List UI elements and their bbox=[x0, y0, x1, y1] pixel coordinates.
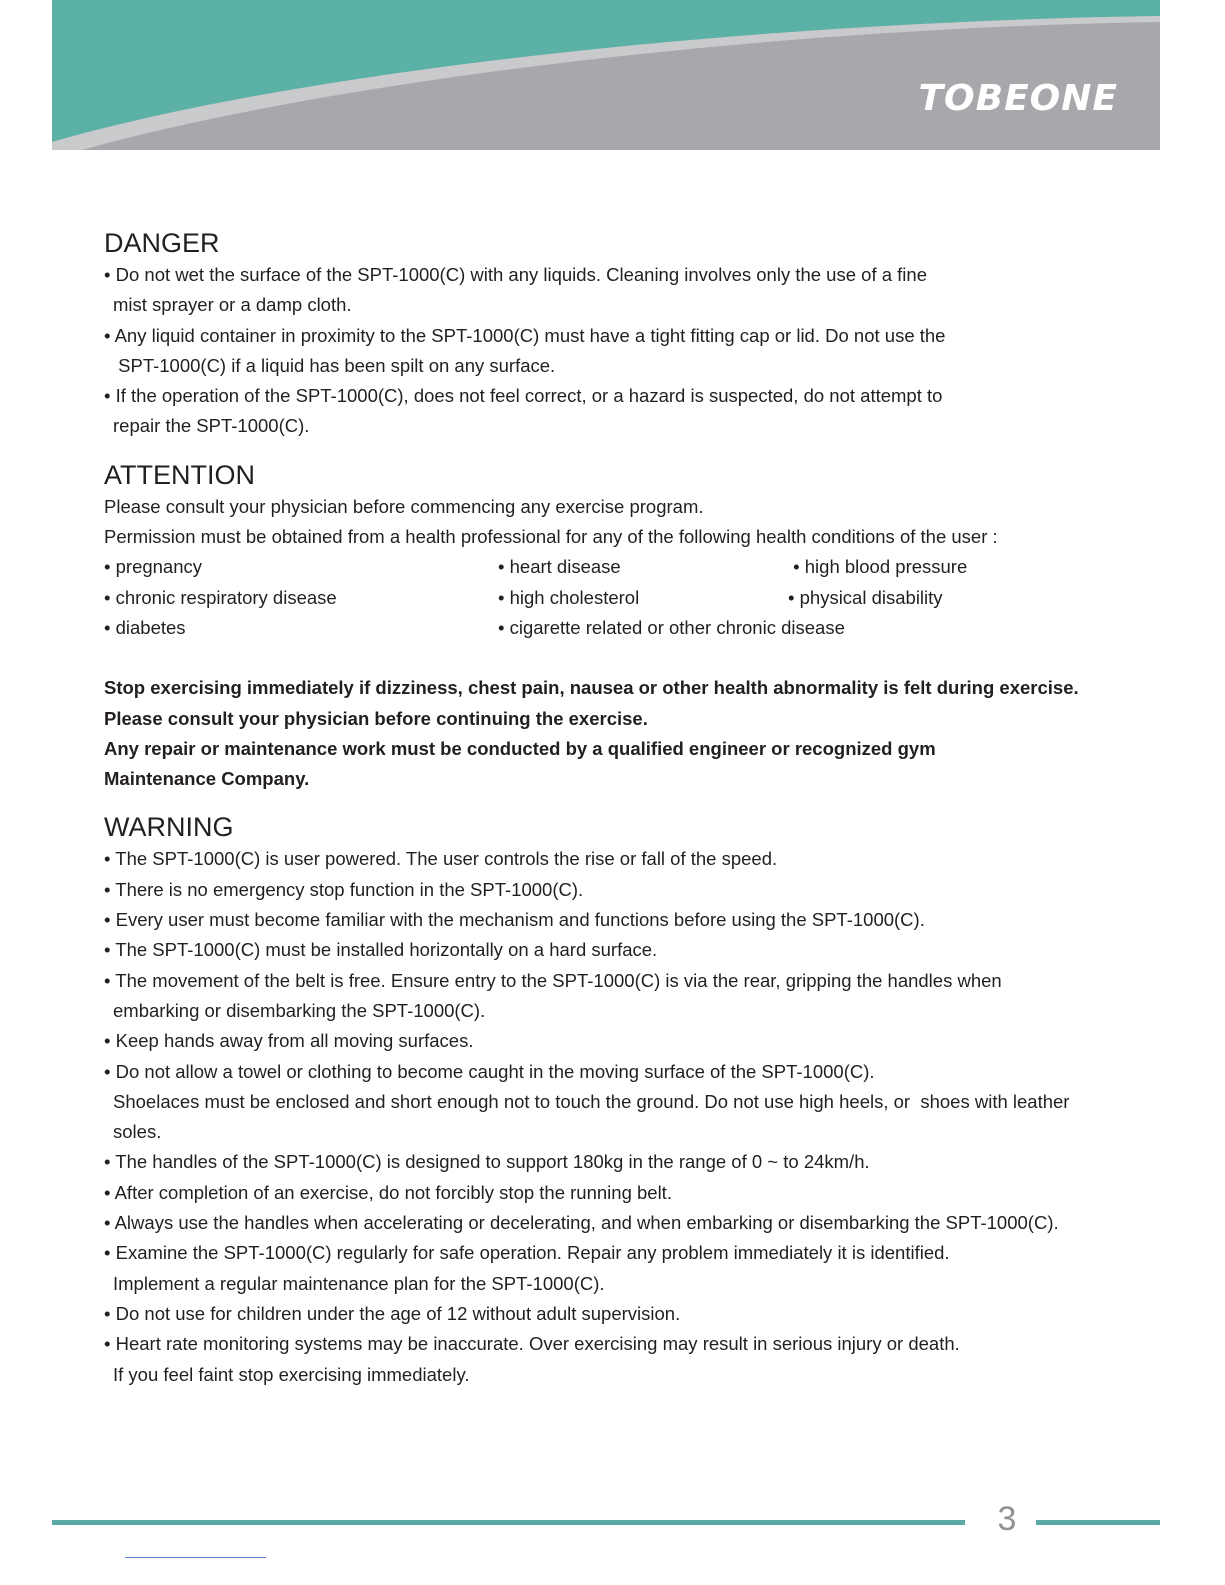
attention-intro-2: Permission must be obtained from a health professional for any of the following health conditions of the user : bbox=[104, 526, 998, 548]
warning-item-7-cont-2: soles. bbox=[113, 1121, 162, 1143]
page-header-banner bbox=[52, 0, 1160, 150]
brand-logo: TOBEONE bbox=[918, 78, 1118, 119]
danger-list bbox=[104, 260, 1104, 442]
condition-item: • heart disease bbox=[498, 556, 621, 578]
warning-item-6: • Keep hands away from all moving surfaces. bbox=[104, 1030, 474, 1052]
danger-item-1-cont: mist sprayer or a damp cloth. bbox=[113, 294, 352, 316]
warning-item-12: • Do not use for children under the age of 12 without adult supervision. bbox=[104, 1302, 681, 1324]
danger-item-1: • Do not wet the surface of the SPT-1000(C) with any liquids. Cleaning involves only the use of a fine bbox=[104, 264, 927, 285]
warning-item-11: • Examine the SPT-1000(C) regularly for safe operation. Repair any problem immediately it is identified. bbox=[104, 1242, 950, 1264]
condition-item: • chronic respiratory disease bbox=[104, 586, 337, 608]
warning-item-10: • Always use the handles when accelerating or decelerating, and when embarking or disembarking the SPT-1000(C). bbox=[104, 1212, 1059, 1234]
danger-section bbox=[104, 226, 1104, 442]
page-footer bbox=[52, 1500, 1160, 1540]
danger-item-3: • If the operation of the SPT-1000(C), does not feel correct, or a hazard is suspected, do not attempt to bbox=[104, 385, 943, 407]
condition-item bbox=[788, 613, 1108, 643]
warning-item-1: • The SPT-1000(C) is user powered. The user controls the rise or fall of the speed. bbox=[104, 848, 778, 870]
warning-list bbox=[104, 844, 1104, 1389]
attention-bold-notice bbox=[104, 673, 1104, 794]
warning-item-7: • Do not allow a towel or clothing to become caught in the moving surface of the SPT-1000(C). bbox=[104, 1060, 875, 1082]
attention-section bbox=[104, 458, 1104, 795]
condition-item: • high blood pressure bbox=[788, 556, 968, 578]
bold-notice-line: Please consult your physician before continuing the exercise. bbox=[104, 707, 648, 729]
danger-item-3-cont: repair the SPT-1000(C). bbox=[113, 415, 310, 437]
warning-heading: WARNING bbox=[104, 812, 234, 843]
condition-item: • high cholesterol bbox=[498, 586, 640, 608]
warning-item-2: • There is no emergency stop function in the SPT-1000(C). bbox=[104, 878, 584, 900]
warning-section bbox=[104, 810, 1104, 1389]
condition-item: • diabetes bbox=[104, 616, 186, 638]
warning-item-5: • The movement of the belt is free. Ensure entry to the SPT-1000(C) is via the rear, gripping the handles when bbox=[104, 969, 1002, 991]
attention-heading: ATTENTION bbox=[104, 459, 255, 490]
footer-rule-right bbox=[1036, 1520, 1160, 1525]
footer-rule-left bbox=[52, 1520, 965, 1525]
main-content bbox=[104, 226, 1104, 1390]
danger-item-2-cont: SPT-1000(C) if a liquid has been spilt on any surface. bbox=[113, 354, 556, 376]
bold-notice-line: Stop exercising immediately if dizziness, chest pain, nausea or other health abnormality is felt during exercise. bbox=[104, 677, 1079, 699]
warning-item-3: • Every user must become familiar with the mechanism and functions before using the SPT-1000(C). bbox=[104, 909, 925, 931]
warning-item-11-cont: Implement a regular maintenance plan for the SPT-1000(C). bbox=[113, 1272, 605, 1294]
warning-item-13: • Heart rate monitoring systems may be inaccurate. Over exercising may result in serious injury or death. bbox=[104, 1333, 960, 1355]
page-number: 3 bbox=[997, 1500, 1017, 1538]
condition-item: • physical disability bbox=[788, 586, 943, 608]
health-conditions-grid bbox=[104, 552, 1104, 643]
warning-item-9: • After completion of an exercise, do not forcibly stop the running belt. bbox=[104, 1181, 672, 1203]
danger-heading: DANGER bbox=[104, 228, 220, 258]
header-swoosh-graphic bbox=[52, 0, 1160, 150]
warning-item-13-cont: If you feel faint stop exercising immediately. bbox=[113, 1363, 470, 1385]
warning-item-8: • The handles of the SPT-1000(C) is designed to support 180kg in the range of 0 ~ to 24km/h. bbox=[104, 1151, 870, 1173]
warning-item-5-cont: embarking or disembarking the SPT-1000(C). bbox=[113, 999, 486, 1021]
bottom-link-underline bbox=[125, 1557, 266, 1558]
bold-notice-line: Any repair or maintenance work must be conducted by a qualified engineer or recognized gym Maintenance Company. bbox=[104, 737, 936, 790]
attention-intro-1: Please consult your physician before commencing any exercise program. bbox=[104, 495, 704, 517]
warning-item-7-cont: Shoelaces must be enclosed and short enough not to touch the ground. Do not use high heels, or shoes with leather bbox=[113, 1090, 1070, 1112]
warning-item-4: • The SPT-1000(C) must be installed horizontally on a hard surface. bbox=[104, 939, 658, 961]
danger-item-2: • Any liquid container in proximity to the SPT-1000(C) must have a tight fitting cap or lid. Do not use the bbox=[104, 324, 946, 346]
condition-item: • pregnancy bbox=[104, 556, 203, 578]
condition-item: • cigarette related or other chronic disease bbox=[498, 616, 845, 638]
